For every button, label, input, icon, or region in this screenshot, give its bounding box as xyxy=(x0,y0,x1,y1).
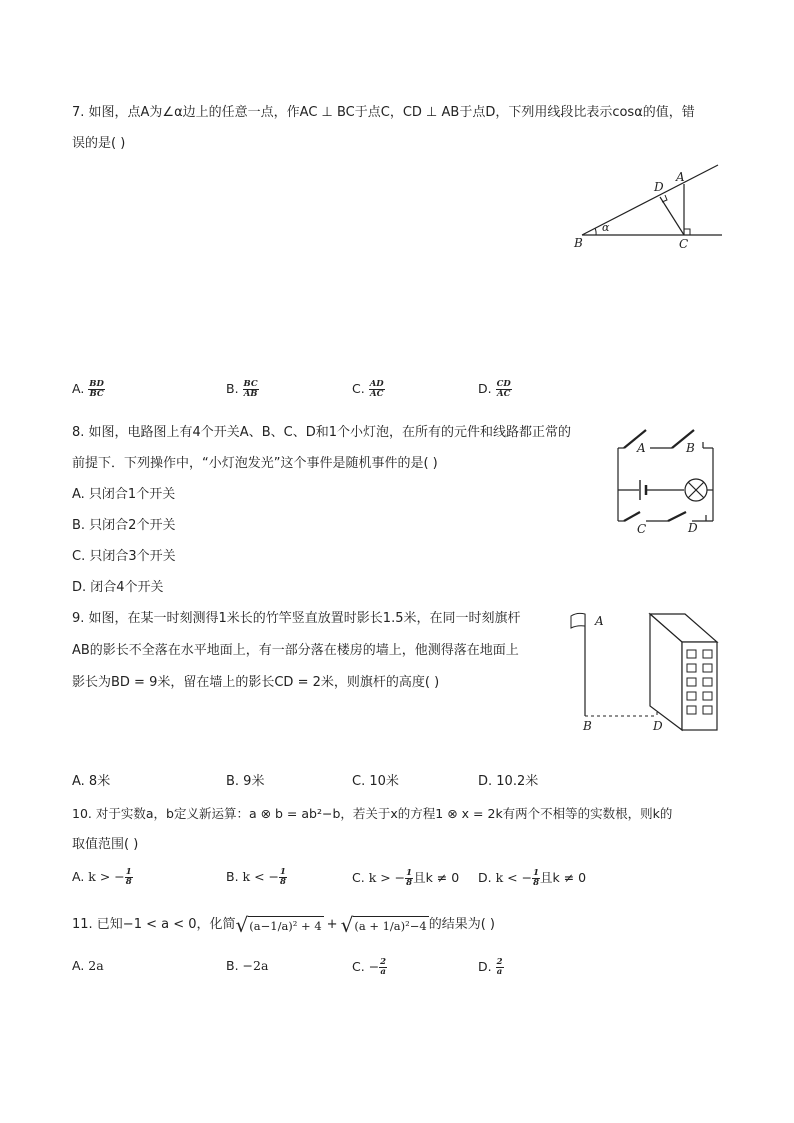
q7-option-a-letter: A. xyxy=(72,381,85,396)
q11-plus: + xyxy=(326,917,338,932)
q11-option-d-letter: D. xyxy=(478,959,492,974)
q7-label-alpha: α xyxy=(602,221,610,234)
q7-option-d-num: CD xyxy=(496,379,511,389)
q9-stem-line3: 影长为BD = 9米，留在墙上的影长CD = 2米，则旗杆的高度( ) xyxy=(72,675,440,690)
q7-option-d-fraction xyxy=(496,380,512,399)
q9-flag xyxy=(571,613,585,628)
q10-option-c[interactable] xyxy=(352,868,459,888)
q9-label-b: B xyxy=(583,719,592,733)
q7-option-b-den: AB xyxy=(243,389,258,399)
q7-label-a: A xyxy=(676,170,685,184)
q10-stem-line1: 10. 对于实数a，b定义新运算：a ⊗ b = ab²−b，若关于x的方程1 ⊗ x = 2k有两个不相等的实数根，则k的 xyxy=(72,806,673,821)
q9-option-d[interactable]: D. 10.2米 xyxy=(478,774,539,789)
q11-expr-2: (a + 1/a)²−4 xyxy=(353,916,428,934)
q8-switch-c xyxy=(624,512,640,521)
q10-option-a-fraction xyxy=(125,868,133,887)
q10-option-d-post: 且k ≠ 0 xyxy=(539,870,587,885)
q7-option-c-fraction xyxy=(369,380,385,399)
q9-option-b[interactable]: B. 9米 xyxy=(226,774,265,789)
q11-option-c-letter: C. xyxy=(352,959,365,974)
q11-option-b-text: −2a xyxy=(242,958,269,973)
q8-stem-line1: 8. 如图，电路图上有4个开关A、B、C、D和1个小灯泡，在所有的元件和线路都正常的 xyxy=(72,425,571,440)
q10-option-a-letter: A. xyxy=(72,869,85,884)
q9-stem-line1: 9. 如图，在某一时刻测得1米长的竹竿竖直放置时影长1.5米，在同一时刻旗杆 xyxy=(72,611,521,626)
q7-option-a-fraction xyxy=(88,380,105,399)
q10-option-a-den: 8 xyxy=(125,877,132,887)
q10-option-b-fraction xyxy=(279,868,287,887)
q8-label-b: B xyxy=(686,441,695,455)
q11-option-c[interactable] xyxy=(352,958,387,977)
q10-option-a-num: 1 xyxy=(125,867,132,877)
q8-switch-d xyxy=(668,512,686,521)
q11-option-b[interactable] xyxy=(226,958,268,973)
q7-stem-line2: 误的是( ) xyxy=(72,136,126,151)
q11-option-d-den: a xyxy=(496,967,503,977)
q7-option-a-num: BD xyxy=(89,379,104,389)
q10-option-d-den: 8 xyxy=(533,878,539,888)
q7-option-d-den: AC xyxy=(496,389,511,399)
q8-label-a: A xyxy=(637,441,646,455)
q10-option-d-num: 1 xyxy=(533,868,539,878)
q10-option-d[interactable] xyxy=(478,868,586,888)
q10-option-c-letter: C. xyxy=(352,870,365,885)
q10-option-b-letter: B. xyxy=(226,869,239,884)
q11-option-a-letter: A. xyxy=(72,958,85,973)
q10-option-b-den: 8 xyxy=(280,877,286,887)
q8-option-d[interactable]: D. 闭合4个开关 xyxy=(72,580,164,595)
q10-option-d-fraction xyxy=(532,869,540,888)
q7-option-d[interactable] xyxy=(478,380,512,399)
q11-radical-2 xyxy=(340,913,429,937)
q9-stem-line2: AB的影长不全落在水平地面上，有一部分落在楼房的墙上，他测得落在地面上 xyxy=(72,643,519,658)
q7-stem-line1: 7. 如图，点A为∠α边上的任意一点，作AC ⊥ BC于点C，CD ⊥ AB于点D，下列用线段比表示cosα的值，错 xyxy=(72,105,695,120)
q11-option-d[interactable] xyxy=(478,958,504,977)
q10-option-b[interactable] xyxy=(226,868,287,887)
q11-sqrt-sign-1: √ xyxy=(235,913,249,937)
q11-option-a[interactable] xyxy=(72,958,104,973)
q8-option-a[interactable]: A. 只闭合1个开关 xyxy=(72,487,176,502)
q11-option-b-letter: B. xyxy=(226,958,239,973)
q7-option-b-num: BC xyxy=(243,379,258,389)
q10-option-d-letter: D. xyxy=(478,870,492,885)
q9-option-a[interactable]: A. 8米 xyxy=(72,774,111,789)
q9-option-c[interactable]: C. 10米 xyxy=(352,774,399,789)
q10-option-a-pre: k > − xyxy=(88,869,125,884)
q8-stem-line2: 前提下．下列操作中，“小灯泡发光”这个事件是随机事件的是( ) xyxy=(72,456,438,471)
q7-option-c[interactable] xyxy=(352,380,385,399)
q10-option-c-pre: k > − xyxy=(368,870,406,885)
q7-option-a[interactable] xyxy=(72,380,105,399)
q11-option-c-neg: − xyxy=(368,959,380,974)
q10-option-b-num: 1 xyxy=(280,867,286,877)
q7-triangle-figure xyxy=(560,160,730,255)
q11-option-a-text: 2a xyxy=(88,958,104,973)
q10-option-c-post: 且k ≠ 0 xyxy=(413,870,460,885)
q11-radical-1 xyxy=(235,913,324,937)
q10-stem-line2: 取值范围( ) xyxy=(72,837,139,852)
q11-option-d-fraction xyxy=(496,958,504,977)
q9-label-a: A xyxy=(595,614,604,628)
q11-option-d-num: 2 xyxy=(496,957,503,967)
q7-option-b[interactable] xyxy=(226,380,259,399)
q7-option-c-den: AC xyxy=(369,389,384,399)
q7-label-c: C xyxy=(679,237,689,251)
q10-option-d-pre: k < − xyxy=(495,870,533,885)
q8-option-b[interactable]: B. 只闭合2个开关 xyxy=(72,518,176,533)
q11-option-c-fraction xyxy=(379,958,387,977)
q8-label-c: C xyxy=(637,522,647,535)
q7-option-c-letter: C. xyxy=(352,381,365,396)
q11-expr-1: (a−1/a)² + 4 xyxy=(248,916,323,934)
q7-segment-cd xyxy=(660,197,684,235)
q10-option-c-num: 1 xyxy=(406,868,413,878)
q8-circuit-figure xyxy=(610,420,725,535)
q7-right-angle-c xyxy=(684,229,690,235)
q7-label-b: B xyxy=(574,236,583,250)
q11-sqrt-sign-2: √ xyxy=(340,913,354,937)
q7-option-d-letter: D. xyxy=(478,381,492,396)
q11-prefix: 11. 已知−1 < a < 0，化简 xyxy=(72,917,236,932)
q9-flagpole-figure xyxy=(565,606,730,736)
q11-option-c-den: a xyxy=(380,967,386,977)
q10-option-c-fraction xyxy=(405,869,413,888)
q8-label-d: D xyxy=(688,521,698,535)
q11-suffix: 的结果为( ) xyxy=(428,917,495,932)
q9-building xyxy=(650,614,717,730)
q7-option-b-letter: B. xyxy=(226,381,239,396)
q11-stem xyxy=(72,913,495,937)
q10-option-b-pre: k < − xyxy=(242,869,280,884)
q9-label-d: D xyxy=(653,719,663,733)
q7-option-a-den: BC xyxy=(89,389,104,399)
q10-option-c-den: 8 xyxy=(406,878,413,888)
q11-option-c-num: 2 xyxy=(380,957,387,967)
q10-option-a[interactable] xyxy=(72,868,133,887)
q7-angle-arc xyxy=(595,228,596,235)
q7-label-d: D xyxy=(654,180,664,194)
q7-option-c-num: AD xyxy=(369,379,384,389)
q8-option-c[interactable]: C. 只闭合3个开关 xyxy=(72,549,176,564)
q7-option-b-fraction xyxy=(243,380,259,399)
